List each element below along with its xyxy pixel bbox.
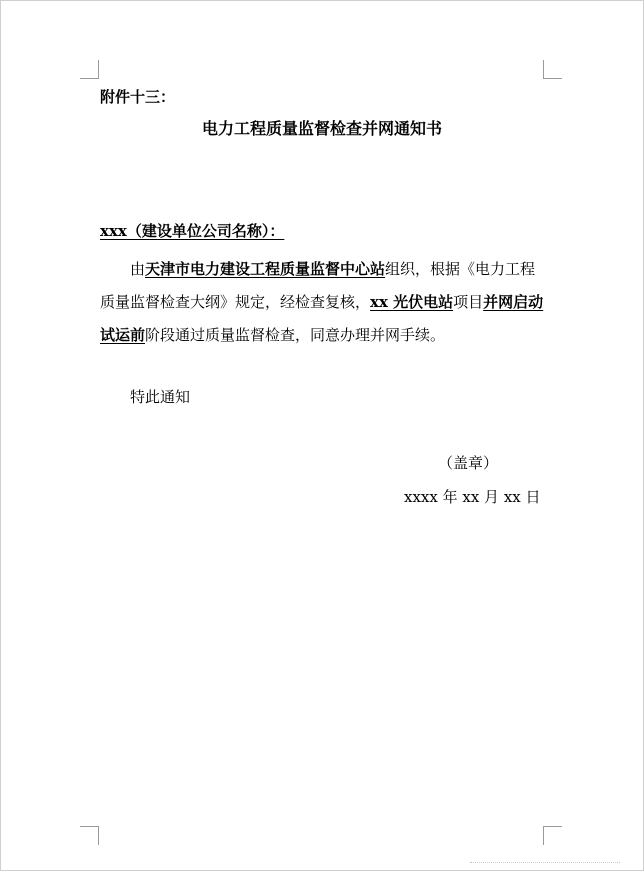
document-title: 电力工程质量监督检查并网通知书 <box>201 119 442 138</box>
seal-placeholder: （盖章） <box>438 454 499 472</box>
date-line: xxxx 年 xx 月 xx 日 <box>404 488 541 506</box>
closing-notice: 特此通知 <box>130 388 191 406</box>
stage-name: 并网启动试运前 <box>100 293 544 344</box>
crop-mark-top-right <box>543 60 562 79</box>
crop-mark-bottom-left <box>80 826 99 845</box>
body-text: 项目 <box>453 293 484 311</box>
footer-divider <box>470 862 620 865</box>
body-text: 由 <box>130 260 146 278</box>
body-paragraph <box>100 253 548 352</box>
crop-mark-top-left <box>80 60 99 79</box>
crop-mark-bottom-right <box>543 826 562 845</box>
attachment-label: 附件十三： <box>100 88 176 106</box>
body-text: 阶段通过质量监督检查，同意办理并网手续。 <box>145 326 446 344</box>
body-text: 组织，根据《电力工程质量监督检查大纲》规定，经检查复核， <box>100 260 536 311</box>
organization-name: 天津市电力建设工程质量监督中心站 <box>145 260 386 278</box>
addressee: xxx（建设单位公司名称）： <box>100 222 285 240</box>
station-name: xx 光伏电站 <box>370 293 454 311</box>
